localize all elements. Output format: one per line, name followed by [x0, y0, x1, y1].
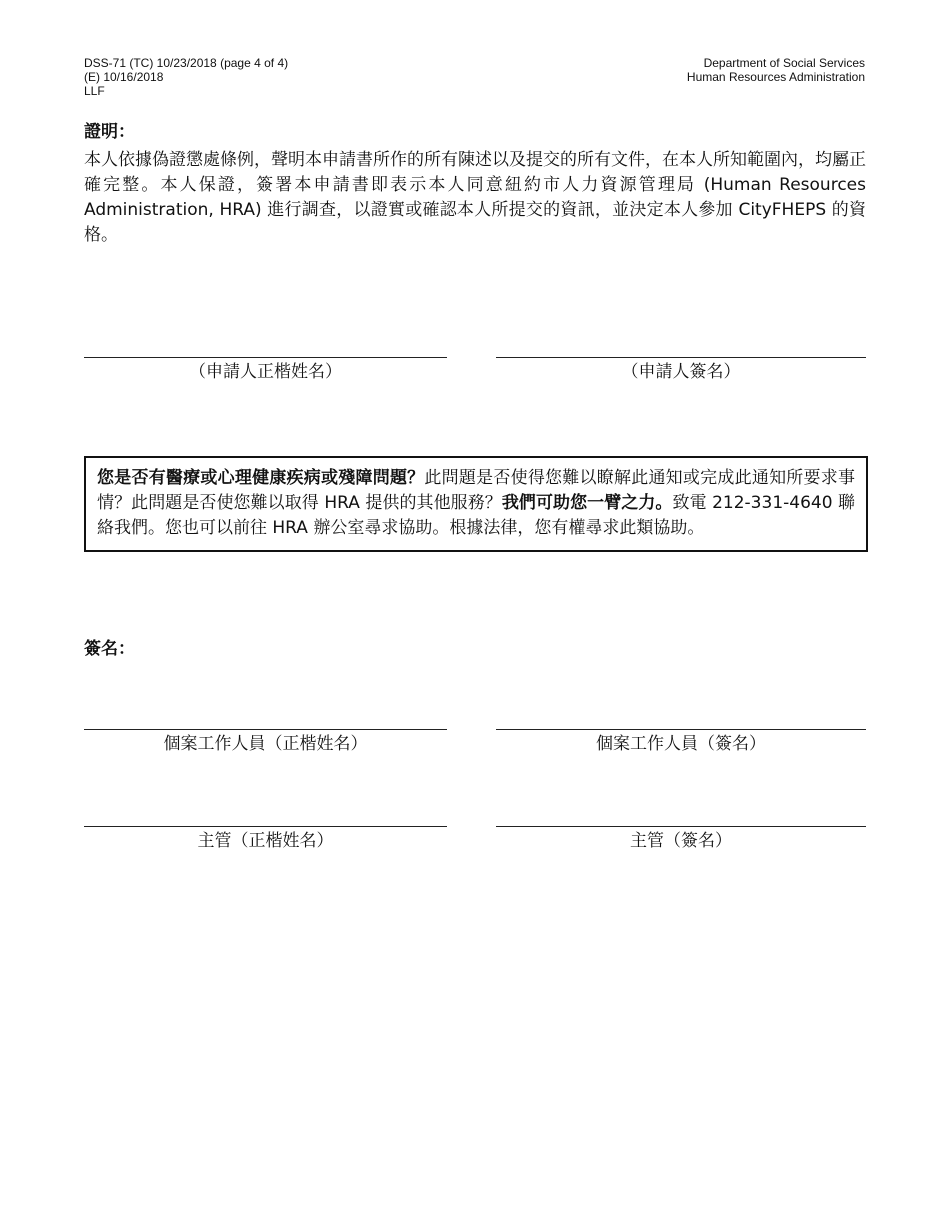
- language-code: LLF: [84, 84, 105, 98]
- certification-heading: 證明：: [84, 122, 135, 142]
- department-name: Department of Social Services: [703, 56, 865, 70]
- administration-name: Human Resources Administration: [686, 70, 865, 84]
- applicant-printed-name-field[interactable]: [84, 357, 447, 384]
- caseworker-printed-name-field[interactable]: [84, 729, 447, 756]
- applicant-printed-name-label: （申請人正楷姓名）: [189, 362, 342, 382]
- accessibility-notice-box: [84, 456, 868, 552]
- caseworker-signature-label: 個案工作人員（簽名）: [596, 734, 766, 754]
- applicant-signature-field[interactable]: [496, 357, 866, 384]
- supervisor-signature-field[interactable]: [496, 826, 866, 853]
- header-agency-info: [687, 56, 865, 84]
- supervisor-signature-label: 主管（簽名）: [630, 831, 732, 851]
- signatures-heading: 簽名：: [84, 639, 135, 659]
- caseworker-printed-name-label: 個案工作人員（正楷姓名）: [163, 734, 368, 754]
- certification-text: 本人依據偽證懲處條例，聲明本申請書所作的所有陳述以及提交的所有文件，在本人所知範圍內，均屬正確完整。本人保證，簽署本申請書即表示本人同意紐約市人力資源管理局 (Human Resources Administration, HRA) 進行調查，以證實或確認本人所提交的資訊，並決定本人參加 CityFHEPS 的資格。: [84, 150, 866, 245]
- supervisor-printed-name-field[interactable]: [84, 826, 447, 853]
- applicant-signature-label: （申請人簽名）: [621, 362, 741, 382]
- notice-help-text: 致電 212-331-4640 聯絡我們。您也可以前往 HRA 辦公室尋求協助。根據法律，您有權尋求此類協助。: [97, 493, 855, 538]
- caseworker-signature-field[interactable]: [496, 729, 866, 756]
- form-id: DSS-71 (TC) 10/23/2018 (page 4 of 4): [84, 56, 289, 70]
- header-form-info: [84, 56, 288, 98]
- notice-question-bold: 您是否有醫療或心理健康疾病或殘障問題？: [97, 468, 425, 488]
- notice-question-text: 此問題是否使得您難以瞭解此通知或完成此通知所要求事情？此問題是否使您難以取得 HRA 提供的其他服務？: [97, 468, 856, 513]
- english-version-date: (E) 10/16/2018: [84, 70, 164, 84]
- notice-help-bold: 我們可助您一臂之力。: [501, 493, 673, 513]
- supervisor-printed-name-label: 主管（正楷姓名）: [197, 831, 334, 851]
